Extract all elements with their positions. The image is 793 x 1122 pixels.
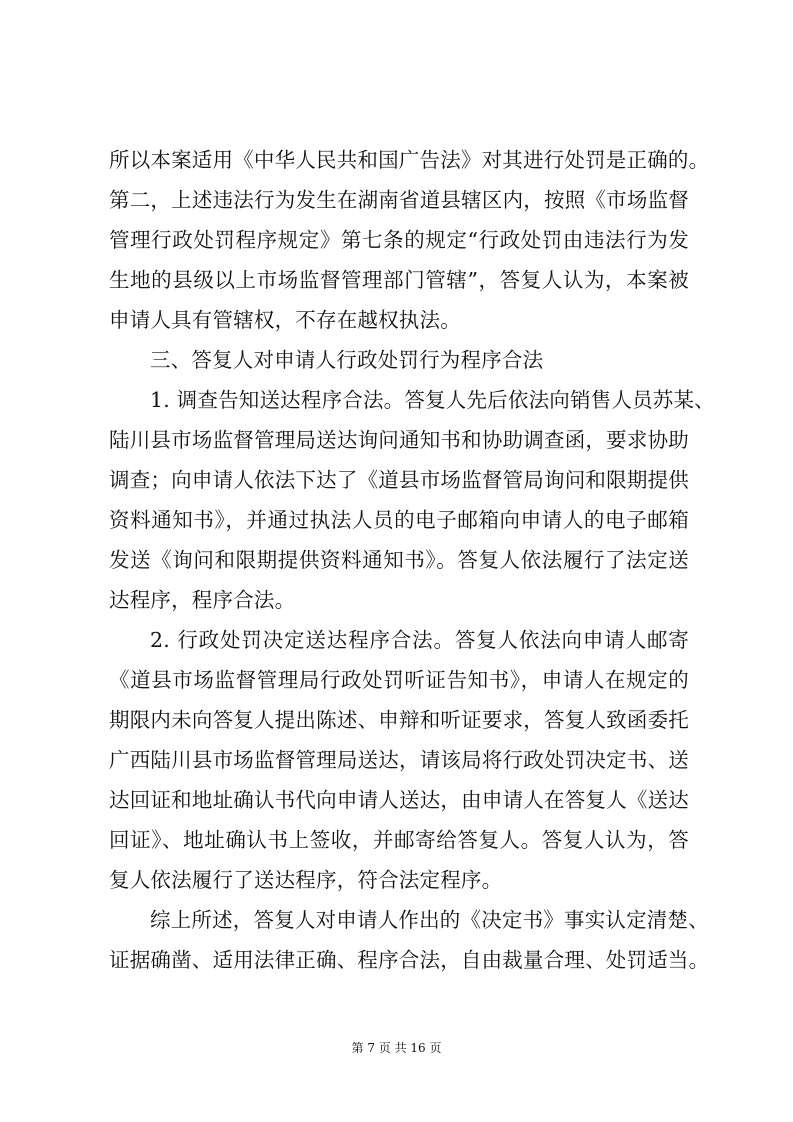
text-line: 第二，上述违法行为发生在湖南省道县辖区内，按照《市场监督 [109,188,689,212]
text-line: 复人依法履行了送达程序，符合法定程序。 [109,868,503,892]
text-line: 《道县市场监督管理局行政处罚听证告知书》，申请人在规定的 [109,668,689,692]
text-line: 期限内未向答复人提出陈述、申辩和听证要求，答复人致函委托 [109,708,689,732]
text-line: 发送《询问和限期提供资料通知书》。答复人依法履行了法定送 [109,548,689,572]
text-line: 达回证和地址确认书代向申请人送达，由申请人在答复人《送达 [109,788,689,812]
text-line: 陆川县市场监督管理局送达询问通知书和协助调查函，要求协助 [109,428,689,452]
text-line: 资料通知书》，并通过执法人员的电子邮箱向申请人的电子邮箱 [109,508,689,532]
text-line: 综上所述，答复人对申请人作出的《决定书》事实认定清楚、 [150,908,709,932]
page-number-footer: 第 7 页 共 16 页 [351,1041,442,1055]
text-line: 1. 调查告知送达程序合法。答复人先后依法向销售人员苏某、 [150,388,715,412]
text-line: 生地的县级以上市场监督管理部门管辖”，答复人认为，本案被 [109,268,689,292]
text-line: 回证》、地址确认书上签收，并邮寄给答复人。答复人认为，答 [109,828,689,852]
text-line: 所以本案适用《中华人民共和国广告法》对其进行处罚是正确的。 [109,148,710,172]
text-line: 三、答复人对申请人行政处罚行为程序合法 [150,348,544,372]
document-body [109,140,715,980]
text-line: 申请人具有管辖权，不存在越权执法。 [109,308,461,332]
text-line: 管理行政处罚程序规定》第七条的规定“行政处罚由违法行为发 [109,228,689,252]
text-line: 证据确凿、适用法律正确、程序合法，自由裁量合理、处罚适当。 [109,948,710,972]
text-line: 调查；向申请人依法下达了《道县市场监督管局询问和限期提供 [109,468,689,492]
text-line: 2. 行政处罚决定送达程序合法。答复人依法向申请人邮寄 [150,628,689,652]
text-line: 广西陆川县市场监督管理局送达，请该局将行政处罚决定书、送 [109,748,689,772]
text-line: 达程序，程序合法。 [109,588,296,612]
